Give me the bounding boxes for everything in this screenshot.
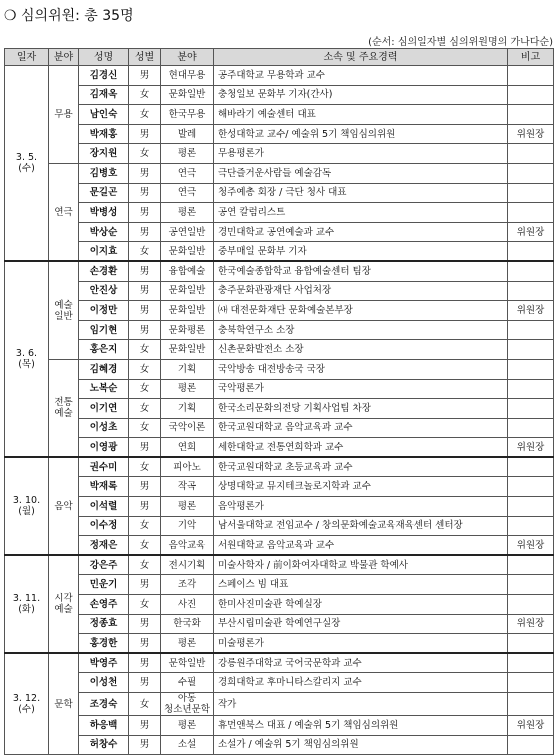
member-area: 아동 청소년문학 <box>161 693 214 716</box>
member-affiliation: 소설가 / 예술위 5기 책임심의위원 <box>214 735 508 755</box>
member-remarks <box>508 653 554 673</box>
table-row <box>5 183 554 203</box>
member-sex: 男 <box>129 673 161 693</box>
member-name: 하응백 <box>79 716 129 736</box>
member-sex: 男 <box>129 222 161 242</box>
member-name: 강은주 <box>79 555 129 575</box>
member-affiliation: 충북학연구소 소장 <box>214 320 508 340</box>
member-area: 연극 <box>161 183 214 203</box>
table-row <box>5 203 554 223</box>
ordering-note: (순서: 심의일자별 심의위원명의 가나다순) <box>368 37 553 48</box>
member-sex: 男 <box>129 477 161 497</box>
member-area: 발레 <box>161 124 214 144</box>
page-title-text: 심의위원: 총 35명 <box>21 8 134 24</box>
member-remarks <box>508 242 554 262</box>
table-row <box>5 379 554 399</box>
table-row <box>5 340 554 360</box>
member-area: 문화일반 <box>161 242 214 262</box>
member-name: 손경환 <box>79 261 129 281</box>
member-name: 노복순 <box>79 379 129 399</box>
table-row <box>5 418 554 438</box>
member-area: 평론 <box>161 634 214 654</box>
member-affiliation: 세한대학교 전통연희학과 교수 <box>214 438 508 458</box>
table-row <box>5 261 554 281</box>
member-sex: 女 <box>129 418 161 438</box>
member-area: 기획 <box>161 399 214 419</box>
member-remarks <box>508 418 554 438</box>
member-remarks <box>508 105 554 125</box>
table-row <box>5 575 554 595</box>
member-affiliation: 국악방송 대전방송국 국장 <box>214 359 508 379</box>
member-name: 이영광 <box>79 438 129 458</box>
member-affiliation: 국악평론가 <box>214 379 508 399</box>
field-cell: 시각 예술 <box>49 555 79 653</box>
member-name: 박영주 <box>79 653 129 673</box>
table-row <box>5 716 554 736</box>
member-affiliation: 강릉원주대학교 국어국문학과 교수 <box>214 653 508 673</box>
member-sex: 男 <box>129 66 161 86</box>
member-sex: 女 <box>129 693 161 716</box>
member-area: 문화일반 <box>161 281 214 301</box>
member-affiliation: 작가 <box>214 693 508 716</box>
member-area: 공연일반 <box>161 222 214 242</box>
member-sex: 男 <box>129 497 161 517</box>
field-cell: 전통 예술 <box>49 359 79 457</box>
member-area: 평론 <box>161 716 214 736</box>
member-sex: 女 <box>129 340 161 360</box>
table-header-row <box>5 49 554 66</box>
member-name: 허창수 <box>79 735 129 755</box>
header-date: 일자 <box>5 49 49 66</box>
header-area: 분야 <box>161 49 214 66</box>
member-affiliation: 한국교원대학교 음악교육과 교수 <box>214 418 508 438</box>
member-remarks: 위원장 <box>508 301 554 321</box>
member-affiliation: ㈔ 대전문화재단 문화예술본부장 <box>214 301 508 321</box>
member-name: 김경신 <box>79 66 129 86</box>
member-remarks <box>508 320 554 340</box>
member-area: 수필 <box>161 673 214 693</box>
member-sex: 女 <box>129 457 161 477</box>
member-area: 문화일반 <box>161 85 214 105</box>
member-area: 현대무용 <box>161 66 214 86</box>
member-remarks: 위원장 <box>508 536 554 556</box>
member-sex: 男 <box>129 716 161 736</box>
member-remarks <box>508 144 554 164</box>
member-remarks <box>508 555 554 575</box>
member-affiliation: 해바라기 예술센터 대표 <box>214 105 508 125</box>
member-sex: 男 <box>129 614 161 634</box>
member-remarks <box>508 359 554 379</box>
member-name: 손영주 <box>79 595 129 615</box>
member-affiliation: 경민대학교 공연예술과 교수 <box>214 222 508 242</box>
table-row <box>5 497 554 517</box>
table-row <box>5 536 554 556</box>
member-area: 소설 <box>161 735 214 755</box>
member-remarks <box>508 634 554 654</box>
member-sex: 男 <box>129 735 161 755</box>
member-affiliation: 충청일보 문화부 기자(간사) <box>214 85 508 105</box>
member-name: 민운기 <box>79 575 129 595</box>
member-sex: 男 <box>129 575 161 595</box>
table-row <box>5 399 554 419</box>
table-row <box>5 653 554 673</box>
member-affiliation: 한국교원대학교 초등교육과 교수 <box>214 457 508 477</box>
table-row <box>5 124 554 144</box>
member-name: 박재홍 <box>79 124 129 144</box>
member-area: 사진 <box>161 595 214 615</box>
member-name: 안진상 <box>79 281 129 301</box>
date-cell: 3. 5. (수) <box>5 66 49 262</box>
member-name: 남인숙 <box>79 105 129 125</box>
member-affiliation: 중부매일 문화부 기자 <box>214 242 508 262</box>
member-remarks: 위원장 <box>508 716 554 736</box>
member-area: 피아노 <box>161 457 214 477</box>
table-row <box>5 438 554 458</box>
member-affiliation: 경희대학교 후마니타스칼리지 교수 <box>214 673 508 693</box>
member-area: 문화평론 <box>161 320 214 340</box>
member-remarks <box>508 673 554 693</box>
table-row <box>5 301 554 321</box>
date-cell: 3. 11. (화) <box>5 555 49 653</box>
member-name: 이정만 <box>79 301 129 321</box>
member-affiliation: 미술평론가 <box>214 634 508 654</box>
member-area: 조각 <box>161 575 214 595</box>
date-cell: 3. 6. (목) <box>5 261 49 457</box>
member-area: 문학일반 <box>161 653 214 673</box>
member-remarks <box>508 477 554 497</box>
member-name: 이기연 <box>79 399 129 419</box>
member-area: 연극 <box>161 163 214 183</box>
member-remarks <box>508 399 554 419</box>
field-cell: 음악 <box>49 457 79 555</box>
member-name: 김재옥 <box>79 85 129 105</box>
member-affiliation: 상명대학교 뮤지테크놀로지학과 교수 <box>214 477 508 497</box>
member-affiliation: 공주대학교 무용학과 교수 <box>214 66 508 86</box>
member-remarks <box>508 693 554 716</box>
table-row <box>5 85 554 105</box>
table-row <box>5 735 554 755</box>
member-area: 문화일반 <box>161 340 214 360</box>
table-row <box>5 222 554 242</box>
member-name: 박상순 <box>79 222 129 242</box>
member-affiliation: 남서울대학교 전임교수 / 창의문화예술교육재육센터 센터장 <box>214 516 508 536</box>
member-sex: 男 <box>129 438 161 458</box>
date-cell: 3. 12. (수) <box>5 653 49 754</box>
member-area: 평론 <box>161 379 214 399</box>
member-affiliation: 부산시립미술관 학예연구실장 <box>214 614 508 634</box>
member-name: 이성초 <box>79 418 129 438</box>
member-remarks <box>508 163 554 183</box>
member-name: 권수미 <box>79 457 129 477</box>
member-name: 이지효 <box>79 242 129 262</box>
member-remarks <box>508 261 554 281</box>
member-sex: 男 <box>129 124 161 144</box>
circle-bullet-icon: ❍ <box>4 8 17 24</box>
table-row <box>5 595 554 615</box>
member-sex: 女 <box>129 379 161 399</box>
member-sex: 男 <box>129 320 161 340</box>
member-area: 한국무용 <box>161 105 214 125</box>
table-row <box>5 359 554 379</box>
header-remarks: 비고 <box>508 49 554 66</box>
header-name: 성명 <box>79 49 129 66</box>
member-affiliation: 한미사진미술관 학예실장 <box>214 595 508 615</box>
member-area: 기악 <box>161 516 214 536</box>
member-area: 연희 <box>161 438 214 458</box>
member-affiliation: 한국예술종합학교 융합예술센터 팀장 <box>214 261 508 281</box>
member-affiliation: 공연 칼럼리스트 <box>214 203 508 223</box>
member-area: 음악교육 <box>161 536 214 556</box>
member-remarks <box>508 516 554 536</box>
member-affiliation: 스페이스 빔 대표 <box>214 575 508 595</box>
table-row <box>5 242 554 262</box>
member-remarks: 위원장 <box>508 222 554 242</box>
member-area: 국악이론 <box>161 418 214 438</box>
member-name: 정종효 <box>79 614 129 634</box>
member-name: 이성천 <box>79 673 129 693</box>
member-sex: 男 <box>129 203 161 223</box>
table-row <box>5 105 554 125</box>
member-sex: 男 <box>129 653 161 673</box>
member-remarks <box>508 497 554 517</box>
member-affiliation: 한성대학교 교수/ 예술위 5기 책임심의위원 <box>214 124 508 144</box>
member-remarks: 위원장 <box>508 614 554 634</box>
table-row <box>5 320 554 340</box>
member-remarks <box>508 183 554 203</box>
member-name: 이수정 <box>79 516 129 536</box>
table-row <box>5 163 554 183</box>
member-sex: 男 <box>129 183 161 203</box>
member-sex: 男 <box>129 281 161 301</box>
member-sex: 男 <box>129 163 161 183</box>
member-name: 박병성 <box>79 203 129 223</box>
table-row <box>5 693 554 716</box>
table-row <box>5 673 554 693</box>
table-row <box>5 144 554 164</box>
member-sex: 女 <box>129 85 161 105</box>
member-area: 평론 <box>161 144 214 164</box>
committee-table <box>4 48 554 755</box>
member-area: 전시기획 <box>161 555 214 575</box>
member-affiliation: 청주예총 회장 / 극단 청사 대표 <box>214 183 508 203</box>
member-name: 홍은지 <box>79 340 129 360</box>
member-area: 융합예술 <box>161 261 214 281</box>
date-cell: 3. 10. (월) <box>5 457 49 555</box>
member-name: 임기현 <box>79 320 129 340</box>
member-sex: 女 <box>129 144 161 164</box>
member-remarks <box>508 379 554 399</box>
member-affiliation: 극단즐거운사람들 예술감독 <box>214 163 508 183</box>
table-row <box>5 477 554 497</box>
member-sex: 女 <box>129 105 161 125</box>
member-affiliation: 휴먼앤북스 대표 / 예술위 5기 책임심의위원 <box>214 716 508 736</box>
member-sex: 女 <box>129 536 161 556</box>
member-area: 작곡 <box>161 477 214 497</box>
member-affiliation: 한국소리문화의전당 기획사업팀 차장 <box>214 399 508 419</box>
header-field: 분야 <box>49 49 79 66</box>
member-name: 조경숙 <box>79 693 129 716</box>
member-name: 홍경한 <box>79 634 129 654</box>
member-remarks <box>508 575 554 595</box>
member-area: 한국화 <box>161 614 214 634</box>
table-row <box>5 457 554 477</box>
table-row <box>5 614 554 634</box>
member-sex: 女 <box>129 555 161 575</box>
member-remarks <box>508 203 554 223</box>
member-name: 박재록 <box>79 477 129 497</box>
member-remarks <box>508 735 554 755</box>
member-remarks: 위원장 <box>508 438 554 458</box>
table-body <box>5 66 554 755</box>
member-sex: 女 <box>129 359 161 379</box>
table-row <box>5 281 554 301</box>
member-name: 김혜경 <box>79 359 129 379</box>
member-affiliation: 서원대학교 음악교육과 교수 <box>214 536 508 556</box>
member-area: 기획 <box>161 359 214 379</box>
member-affiliation: 무용평론가 <box>214 144 508 164</box>
table-row <box>5 634 554 654</box>
header-sex: 성별 <box>129 49 161 66</box>
member-sex: 男 <box>129 261 161 281</box>
header-affiliation: 소속 및 주요경력 <box>214 49 508 66</box>
member-name: 이석렬 <box>79 497 129 517</box>
member-remarks: 위원장 <box>508 124 554 144</box>
member-sex: 女 <box>129 595 161 615</box>
member-remarks <box>508 85 554 105</box>
member-affiliation: 신촌문화발전소 소장 <box>214 340 508 360</box>
field-cell: 무용 <box>49 66 79 164</box>
table-row <box>5 555 554 575</box>
member-sex: 男 <box>129 301 161 321</box>
field-cell: 문학 <box>49 653 79 754</box>
member-name: 김병호 <box>79 163 129 183</box>
member-sex: 女 <box>129 399 161 419</box>
member-remarks <box>508 595 554 615</box>
member-remarks <box>508 457 554 477</box>
member-affiliation: 충주문화관광재단 사업처장 <box>214 281 508 301</box>
table-row <box>5 516 554 536</box>
member-name: 정재은 <box>79 536 129 556</box>
member-area: 평론 <box>161 497 214 517</box>
field-cell: 예술 일반 <box>49 261 79 359</box>
member-area: 문화일반 <box>161 301 214 321</box>
member-name: 문길곤 <box>79 183 129 203</box>
member-affiliation: 음악평론가 <box>214 497 508 517</box>
member-sex: 女 <box>129 242 161 262</box>
member-remarks <box>508 340 554 360</box>
member-affiliation: 미술사학자 / 前이화여자대학교 박물관 학예사 <box>214 555 508 575</box>
member-sex: 女 <box>129 516 161 536</box>
member-sex: 男 <box>129 634 161 654</box>
member-remarks <box>508 281 554 301</box>
table-row <box>5 66 554 86</box>
field-cell: 연극 <box>49 163 79 261</box>
page-title <box>4 6 134 26</box>
member-area: 평론 <box>161 203 214 223</box>
member-name: 장지원 <box>79 144 129 164</box>
member-remarks <box>508 66 554 86</box>
